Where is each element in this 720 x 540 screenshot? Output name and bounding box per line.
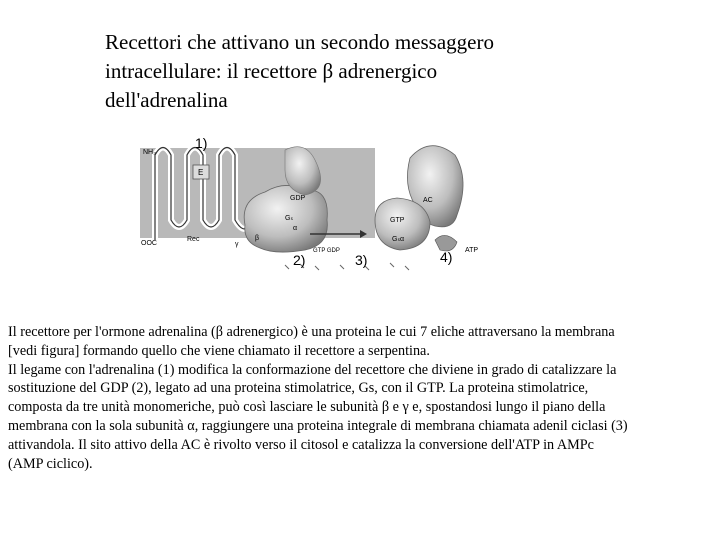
- title-line-1: Recettori che attivano un secondo messaggero: [105, 30, 494, 54]
- description-text: [8, 323, 714, 473]
- beta-label: β: [255, 235, 260, 242]
- alpha-label: α: [293, 225, 298, 232]
- rec-label: Rec: [187, 236, 200, 243]
- description-line: sostituzione del GDP (2), legato ad una proteina stimolatrice, Gs, con il GTP. La proteina stimolatrice,: [8, 380, 589, 397]
- description-line: membrana con la sola subunità α, raggiungere una proteina integrale di membrana chiamata adenil ciclasi (3): [8, 417, 628, 434]
- atp-label: ATP: [465, 247, 479, 254]
- step-2-label: 2): [293, 252, 306, 268]
- description-line: Il legame con l'adrenalina (1) modifica la conformazione del recettore che diviene in grado di catalizzare la: [8, 361, 617, 378]
- gdp-label: GDP: [290, 195, 306, 202]
- description-line: attivandola. Il sito attivo della AC è rivolto verso il citosol e catalizza la conversione dell'ATP in AMPc: [8, 436, 594, 453]
- receptor-diagram-svg: [135, 130, 495, 280]
- step-3-label: 3): [355, 252, 368, 268]
- ac-label: AC: [423, 197, 433, 204]
- title-line-2: intracellulare: il recettore β adrenergico: [105, 59, 438, 83]
- description-line: [vedi figura] formando quello che viene chiamato il recettore a serpentina.: [8, 342, 430, 359]
- gtp-gdp-label: GTP GDP: [313, 248, 340, 254]
- page-title: [105, 28, 665, 115]
- description-line: Il recettore per l'ormone adrenalina (β adrenergico) è una proteina le cui 7 eliche attraversano la membrana: [8, 324, 615, 340]
- gs-label: Gₛ: [285, 215, 294, 222]
- description-line: (AMP ciclico).: [8, 455, 93, 472]
- receptor-diagram: [135, 130, 495, 280]
- gtp-label: GTP: [390, 217, 405, 224]
- gamma-label: γ: [235, 241, 239, 248]
- ligand-label: E: [198, 168, 204, 177]
- gsa-label: Gₛα: [392, 236, 405, 243]
- cooc-label: OOC: [141, 240, 157, 247]
- title-line-3: dell'adrenalina: [105, 88, 228, 112]
- nh3-label: NH₃: [143, 149, 156, 156]
- step-4-label: 4): [440, 249, 453, 265]
- description-line: composta da tre unità monomeriche, può così lasciare le subunità β e γ e, spostandosi lungo il piano della: [8, 399, 606, 416]
- step-1-label: 1): [195, 135, 208, 151]
